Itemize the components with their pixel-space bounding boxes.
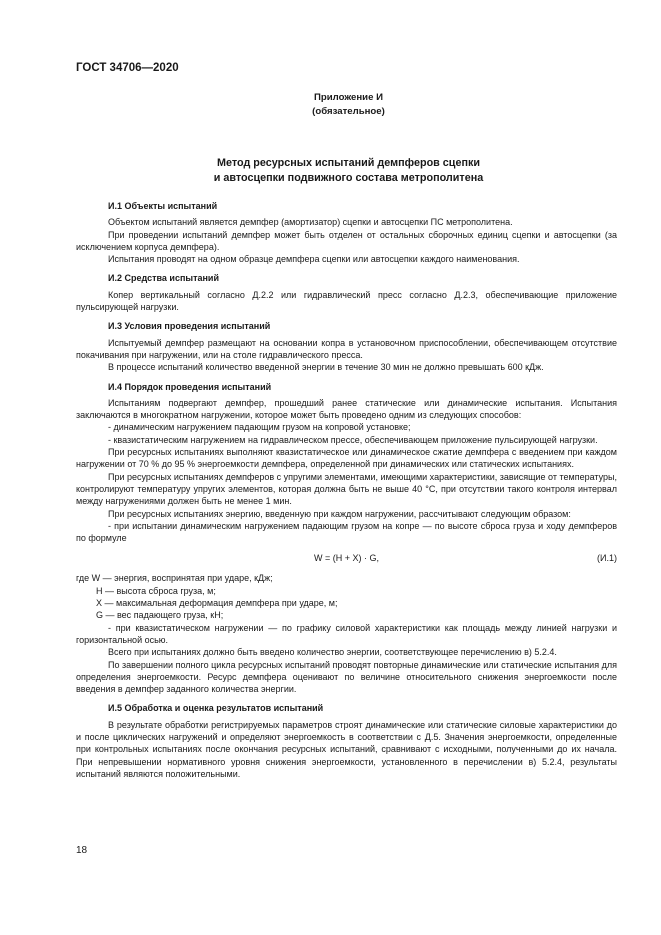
paragraph: Испытуемый демпфер размещают на основании копра в установочном приспособлении, обеспечивающем отсутствие покачивания при нагружении, или на столе гидравлического пресса. bbox=[76, 337, 617, 360]
legend-line: X — максимальная деформация демпфера при ударе, м; bbox=[96, 598, 338, 609]
paragraph: Копер вертикальный согласно Д.2.2 или гидравлический пресс согласно Д.2.3, обеспечивающие приложение пульсирующей нагрузки. bbox=[76, 289, 617, 313]
standard-header: ГОСТ 34706—2020 bbox=[76, 62, 179, 74]
section-heading: И.3 Условия проведения испытаний bbox=[108, 321, 271, 332]
paragraph: Испытания проводят на одном образце демпфера сцепки или автосцепки каждого наименования. bbox=[108, 254, 520, 265]
page-number: 18 bbox=[76, 845, 88, 856]
section-heading: И.4 Порядок проведения испытаний bbox=[108, 381, 272, 392]
section-4 bbox=[76, 381, 617, 696]
section-5 bbox=[76, 702, 617, 780]
list-item: - динамическим нагружением падающим грузом на копровой установке; bbox=[108, 422, 411, 433]
paragraph: В процессе испытаний количество введенной энергии в течение 30 мин не должно превышать 600 кДж. bbox=[108, 362, 544, 373]
list-item: - квазистатическим нагружением на гидравлическом прессе, обеспечивающем приложение пульсирующей нагрузки. bbox=[108, 434, 598, 445]
formula-block bbox=[76, 544, 617, 572]
formula: W = (H + X) · G, bbox=[313, 553, 379, 564]
paragraph: При ресурсных испытаниях энергию, введенную при каждом нагружении, рассчитывают следующим образом: bbox=[108, 508, 571, 519]
list-item: - при квазистатическом нагружении — по графику силовой характеристики как площадь между линией нагрузки и горизонтальной осью. bbox=[76, 622, 617, 645]
paragraph: По завершении полного цикла ресурсных испытаний проводят повторные динамические или статические испытания для определения энергоемкости. Ресурс демпфера оценивают по величине относительного снижения энергоемкости после введения в демпфер заданного количества энергии. bbox=[76, 659, 617, 695]
document-title bbox=[0, 156, 661, 186]
legend-line: H — высота сброса груза, м; bbox=[96, 585, 216, 596]
paragraph: Объектом испытаний является демпфер (амортизатор) сцепки и автосцепки ПС метрополитена. bbox=[108, 217, 513, 228]
formula-number: (И.1) bbox=[597, 553, 617, 564]
paragraph: В результате обработки регистрируемых параметров строят динамические или статические силовые характеристики до и после циклических нагружений и определяют энергоемкость в соответствии с Д.5. Значения энергоемкости, определенные при контрольных испытаниях после окончания ресурсных испытаний, сравнивают с исходными, полученными до их начала. При непревышении нормативного уровня снижения энергоемкости, установленного в перечислении в) 5.2.4, результаты испытаний являются положительными. bbox=[76, 719, 617, 779]
annex-status: (обязательное) bbox=[312, 106, 385, 117]
list-item: - при испытании динамическим нагружением падающим грузом на копре — по высоте сброса груза и ходу демпферов по формуле bbox=[76, 520, 617, 544]
formula-legend bbox=[76, 572, 617, 621]
section-2 bbox=[76, 272, 617, 313]
legend-line: G — вес падающего груза, кН; bbox=[96, 610, 224, 621]
section-1 bbox=[76, 200, 617, 265]
section-heading: И.1 Объекты испытаний bbox=[108, 201, 218, 211]
legend-line: где W — энергия, воспринятая при ударе, кДж; bbox=[76, 573, 273, 584]
paragraph: Всего при испытаниях должно быть введено количество энергии, соответствующее перечислению в) 5.2.4. bbox=[108, 647, 557, 658]
section-heading: И.2 Средства испытаний bbox=[108, 273, 219, 284]
section-heading: И.5 Обработка и оценка результатов испытаний bbox=[108, 703, 324, 714]
title-line-1: Метод ресурсных испытаний демпферов сцепки bbox=[216, 157, 481, 169]
paragraph: При ресурсных испытаниях выполняют квазистатическое или динамическое сжатие демпфера с введением при каждом нагружении от 70 % до 95 % энергоемкости демпфера, определенной при динамических или статических испытаниях. bbox=[76, 447, 617, 470]
paragraph: При проведении испытаний демпфер может быть отделен от остальных сборочных единиц сцепки и автосцепки (за исключением корпуса демпфера). bbox=[76, 229, 617, 252]
paragraph: При ресурсных испытаниях демпферов с упругими элементами, имеющими характеристики, зависящие от температуры, контролируют температуру упругих элементов, которая должна быть не выше 40 °С, при отсутствии такого контроля интервал между нагружениями должен быть не менее 1 мин. bbox=[76, 471, 617, 507]
document-body bbox=[76, 200, 617, 780]
annex-title: Приложение И bbox=[314, 92, 383, 103]
paragraph: Испытаниям подвергают демпфер, прошедший ранее статические или динамические испытания. Испытания заключаются в многократном нагружении, которое может быть проведено одним из следующих способов: bbox=[76, 397, 617, 421]
title-line-2: и автосцепки подвижного состава метрополитена bbox=[213, 172, 484, 184]
annex-heading bbox=[0, 91, 661, 119]
section-3 bbox=[76, 320, 617, 373]
